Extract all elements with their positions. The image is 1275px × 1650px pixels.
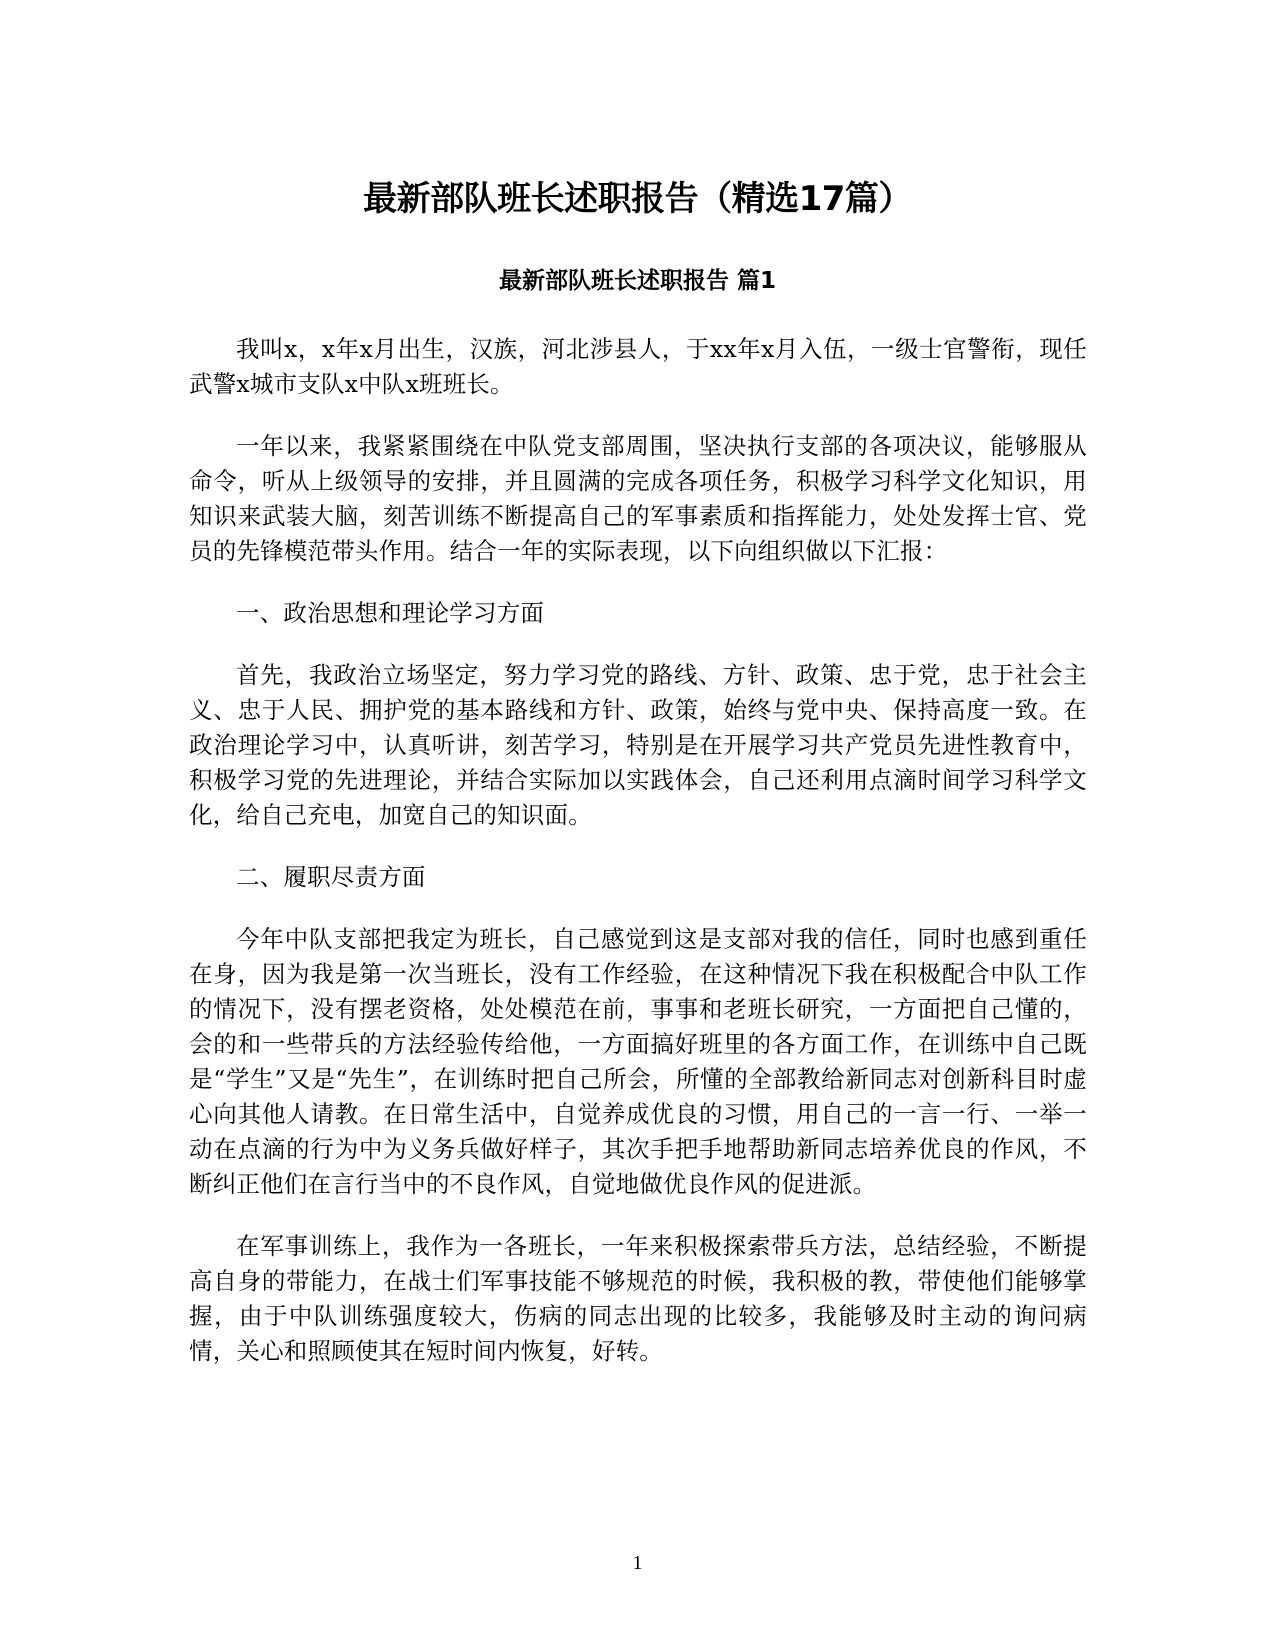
heading-political: 一、政治思想和理论学习方面 (236, 599, 545, 627)
paragraph-intro: 我叫x，x年x月出生，汉族，河北涉县人，于xx年x月入伍，一级士官警衔，现任武警x城市支队x中队x班班长。 (189, 335, 1087, 398)
paragraph-political: 首先，我政治立场坚定，努力学习党的路线、方针、政策、忠于党，忠于社会主义、忠于人民、拥护党的基本路线和方针、政策，始终与党中央、保持高度一致。在政治理论学习中，认真听讲，刻苦学习，特别是在开展学习共产党员先进性教育中，积极学习党的先进理论，并结合实际加以实践体会，自己还利用点滴时间学习科学文化，给自己充电，加宽自己的知识面。 (189, 661, 1087, 829)
page-number: 1 (632, 1552, 643, 1574)
section-title: 最新部队班长述职报告 篇1 (498, 268, 776, 294)
paragraph-duties: 今年中队支部把我定为班长，自己感觉到这是支部对我的信任，同时也感到重任在身，因为我是第一次当班长，没有工作经验，在这种情况下我在积极配合中队工作的情况下，没有摆老资格，处处模范在前，事事和老班长研究，一方面把自己懂的，会的和一些带兵的方法经验传给他，一方面搞好班里的各方面工作，在训练中自己既是“学生”又是“先生”，在训练时把自己所会，所懂的全部教给新同志对创新科目时虚心向其他人请教。在日常生活中，自觉养成优良的习惯，用自己的一言一行、一举一动在点滴的行为中为义务兵做好样子，其次手把手地帮助新同志培养优良的作风，不断纠正他们在言行当中的不良作风，自觉地做优良作风的促进派。 (189, 925, 1087, 1198)
paragraph-training: 在军事训练上，我作为一各班长，一年来积极探索带兵方法，总结经验，不断提高自身的带能力，在战士们军事技能不够规范的时候，我积极的教，带使他们能够掌握，由于中队训练强度较大，伤病的同志出现的比较多，我能够及时主动的询问病情，关心和照顾使其在短时间内恢复，好转。 (189, 1232, 1087, 1365)
document-body (189, 332, 1087, 1396)
heading-duties: 二、履职尽责方面 (236, 863, 426, 891)
document-title: 最新部队班长述职报告（精选17篇） (363, 179, 912, 219)
paragraph-summary: 一年以来，我紧紧围绕在中队党支部周围，坚决执行支部的各项决议，能够服从命令，听从上级领导的安排，并且圆满的完成各项任务，积极学习科学文化知识，用知识来武装大脑，刻苦训练不断提高自己的军事素质和指挥能力，处处发挥士官、党员的先锋模范带头作用。结合一年的实际表现，以下向组织做以下汇报： (189, 432, 1087, 565)
